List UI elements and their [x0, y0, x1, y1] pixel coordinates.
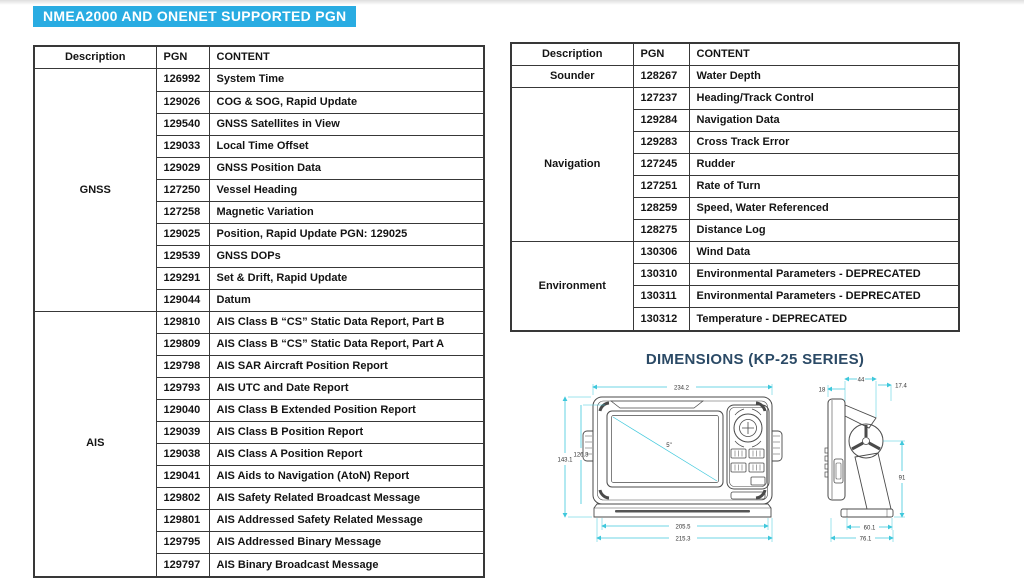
content-cell: Rate of Turn: [689, 176, 959, 198]
dim-panel-height: 126.3: [573, 452, 589, 459]
pgn-cell: 129044: [156, 289, 209, 311]
content-cell: Position, Rapid Update PGN: 129025: [209, 223, 484, 245]
content-cell: Set & Drift, Rapid Update: [209, 267, 484, 289]
pgn-cell: 129291: [156, 267, 209, 289]
pgn-cell: 129793: [156, 378, 209, 400]
column-header-content: CONTENT: [689, 43, 959, 66]
column-header-pgn: PGN: [633, 43, 689, 66]
pgn-cell: 129033: [156, 135, 209, 157]
pgn-table-left-container: [33, 45, 483, 578]
pgn-cell: 130310: [633, 264, 689, 286]
dim-screen-size: 5": [666, 443, 672, 449]
content-cell: AIS UTC and Date Report: [209, 378, 484, 400]
column-header-content: CONTENT: [209, 46, 484, 69]
content-cell: GNSS DOPs: [209, 245, 484, 267]
pgn-cell: 130312: [633, 308, 689, 331]
table-row: [34, 69, 484, 91]
dim-base-depth-inner: 60.1: [863, 525, 876, 532]
pgn-cell: 128267: [633, 66, 689, 88]
pgn-cell: 129797: [156, 554, 209, 577]
pgn-cell: 129041: [156, 466, 209, 488]
dim-bracket-height: 91: [898, 475, 906, 482]
content-cell: Cross Track Error: [689, 132, 959, 154]
pgn-cell: 129539: [156, 245, 209, 267]
dim-overall-height: 143.1: [557, 457, 573, 464]
table-row: [511, 66, 959, 88]
table-row: [511, 88, 959, 110]
side-view-dimensions: [828, 379, 905, 542]
pgn-cell: 129801: [156, 510, 209, 532]
content-cell: Magnetic Variation: [209, 201, 484, 223]
content-cell: Wind Data: [689, 242, 959, 264]
pgn-table-right-container: [510, 42, 958, 332]
pgn-cell: 129283: [633, 132, 689, 154]
pgn-cell: 128275: [633, 220, 689, 242]
content-cell: GNSS Satellites in View: [209, 113, 484, 135]
header-row: [511, 43, 959, 66]
pgn-cell: 127237: [633, 88, 689, 110]
content-cell: AIS Class A Position Report: [209, 444, 484, 466]
pgn-cell: 129798: [156, 356, 209, 378]
content-cell: COG & SOG, Rapid Update: [209, 91, 484, 113]
dimensions-heading: DIMENSIONS (KP-25 SERIES): [645, 351, 865, 368]
dim-front-depth: 18: [818, 387, 826, 394]
column-header-description: Description: [34, 46, 156, 69]
pgn-cell: 129540: [156, 113, 209, 135]
dim-mount-width: 205.5: [675, 524, 691, 531]
pgn-cell: 127258: [156, 201, 209, 223]
pgn-cell: 128259: [633, 198, 689, 220]
pgn-table-right: [510, 42, 960, 332]
pgn-cell: 129026: [156, 91, 209, 113]
pgn-cell: 129038: [156, 444, 209, 466]
group-label: Sounder: [511, 66, 633, 88]
dimensions-diagram: [545, 371, 965, 571]
content-cell: Vessel Heading: [209, 179, 484, 201]
pgn-cell: 130311: [633, 286, 689, 308]
content-cell: Local Time Offset: [209, 135, 484, 157]
table-row: [511, 242, 959, 264]
group-label: Navigation: [511, 88, 633, 242]
content-cell: AIS Class B Extended Position Report: [209, 400, 484, 422]
pgn-cell: 129284: [633, 110, 689, 132]
content-cell: Speed, Water Referenced: [689, 198, 959, 220]
pgn-cell: 129029: [156, 157, 209, 179]
group-label: AIS: [34, 311, 156, 577]
content-cell: AIS Class B “CS” Static Data Report, Part A: [209, 334, 484, 356]
pgn-cell: 129809: [156, 334, 209, 356]
content-cell: AIS Binary Broadcast Message: [209, 554, 484, 577]
pgn-cell: 130306: [633, 242, 689, 264]
pgn-cell: 127245: [633, 154, 689, 176]
content-cell: AIS Aids to Navigation (AtoN) Report: [209, 466, 484, 488]
content-cell: Environmental Parameters - DEPRECATED: [689, 286, 959, 308]
pgn-cell: 129802: [156, 488, 209, 510]
pgn-cell: 129025: [156, 223, 209, 245]
page-top-shadow: [0, 0, 1024, 5]
content-cell: GNSS Position Data: [209, 157, 484, 179]
content-cell: AIS SAR Aircraft Position Report: [209, 356, 484, 378]
content-cell: AIS Class B Position Report: [209, 422, 484, 444]
content-cell: AIS Safety Related Broadcast Message: [209, 488, 484, 510]
dim-knob-depth: 17.4: [895, 383, 907, 390]
table-row: [34, 311, 484, 333]
content-cell: Rudder: [689, 154, 959, 176]
group-label: Environment: [511, 242, 633, 331]
pgn-cell: 129039: [156, 422, 209, 444]
dim-bracket-depth: 44: [857, 377, 865, 384]
content-cell: AIS Class B “CS” Static Data Report, Part B: [209, 311, 484, 333]
pgn-cell: 127251: [633, 176, 689, 198]
content-cell: Navigation Data: [689, 110, 959, 132]
pgn-cell: 129810: [156, 311, 209, 333]
column-header-description: Description: [511, 43, 633, 66]
content-cell: System Time: [209, 69, 484, 91]
pgn-table-left: [33, 45, 485, 578]
content-cell: AIS Addressed Safety Related Message: [209, 510, 484, 532]
content-cell: Water Depth: [689, 66, 959, 88]
pgn-cell: 126992: [156, 69, 209, 91]
dim-base-depth-outer: 76.1: [859, 536, 872, 543]
page-title: NMEA2000 AND ONENET SUPPORTED PGN: [33, 6, 356, 27]
content-cell: AIS Addressed Binary Message: [209, 532, 484, 554]
content-cell: Environmental Parameters - DEPRECATED: [689, 264, 959, 286]
content-cell: Datum: [209, 289, 484, 311]
pgn-cell: 129040: [156, 400, 209, 422]
pgn-cell: 129795: [156, 532, 209, 554]
dim-overall-width: 234.2: [673, 385, 690, 392]
content-cell: Temperature - DEPRECATED: [689, 308, 959, 331]
group-label: GNSS: [34, 69, 156, 312]
dim-base-width: 215.3: [675, 536, 691, 543]
column-header-pgn: PGN: [156, 46, 209, 69]
front-view-drawing: [583, 397, 782, 517]
content-cell: Distance Log: [689, 220, 959, 242]
side-view-drawing: [825, 399, 893, 517]
header-row: [34, 46, 484, 69]
pgn-cell: 127250: [156, 179, 209, 201]
content-cell: Heading/Track Control: [689, 88, 959, 110]
